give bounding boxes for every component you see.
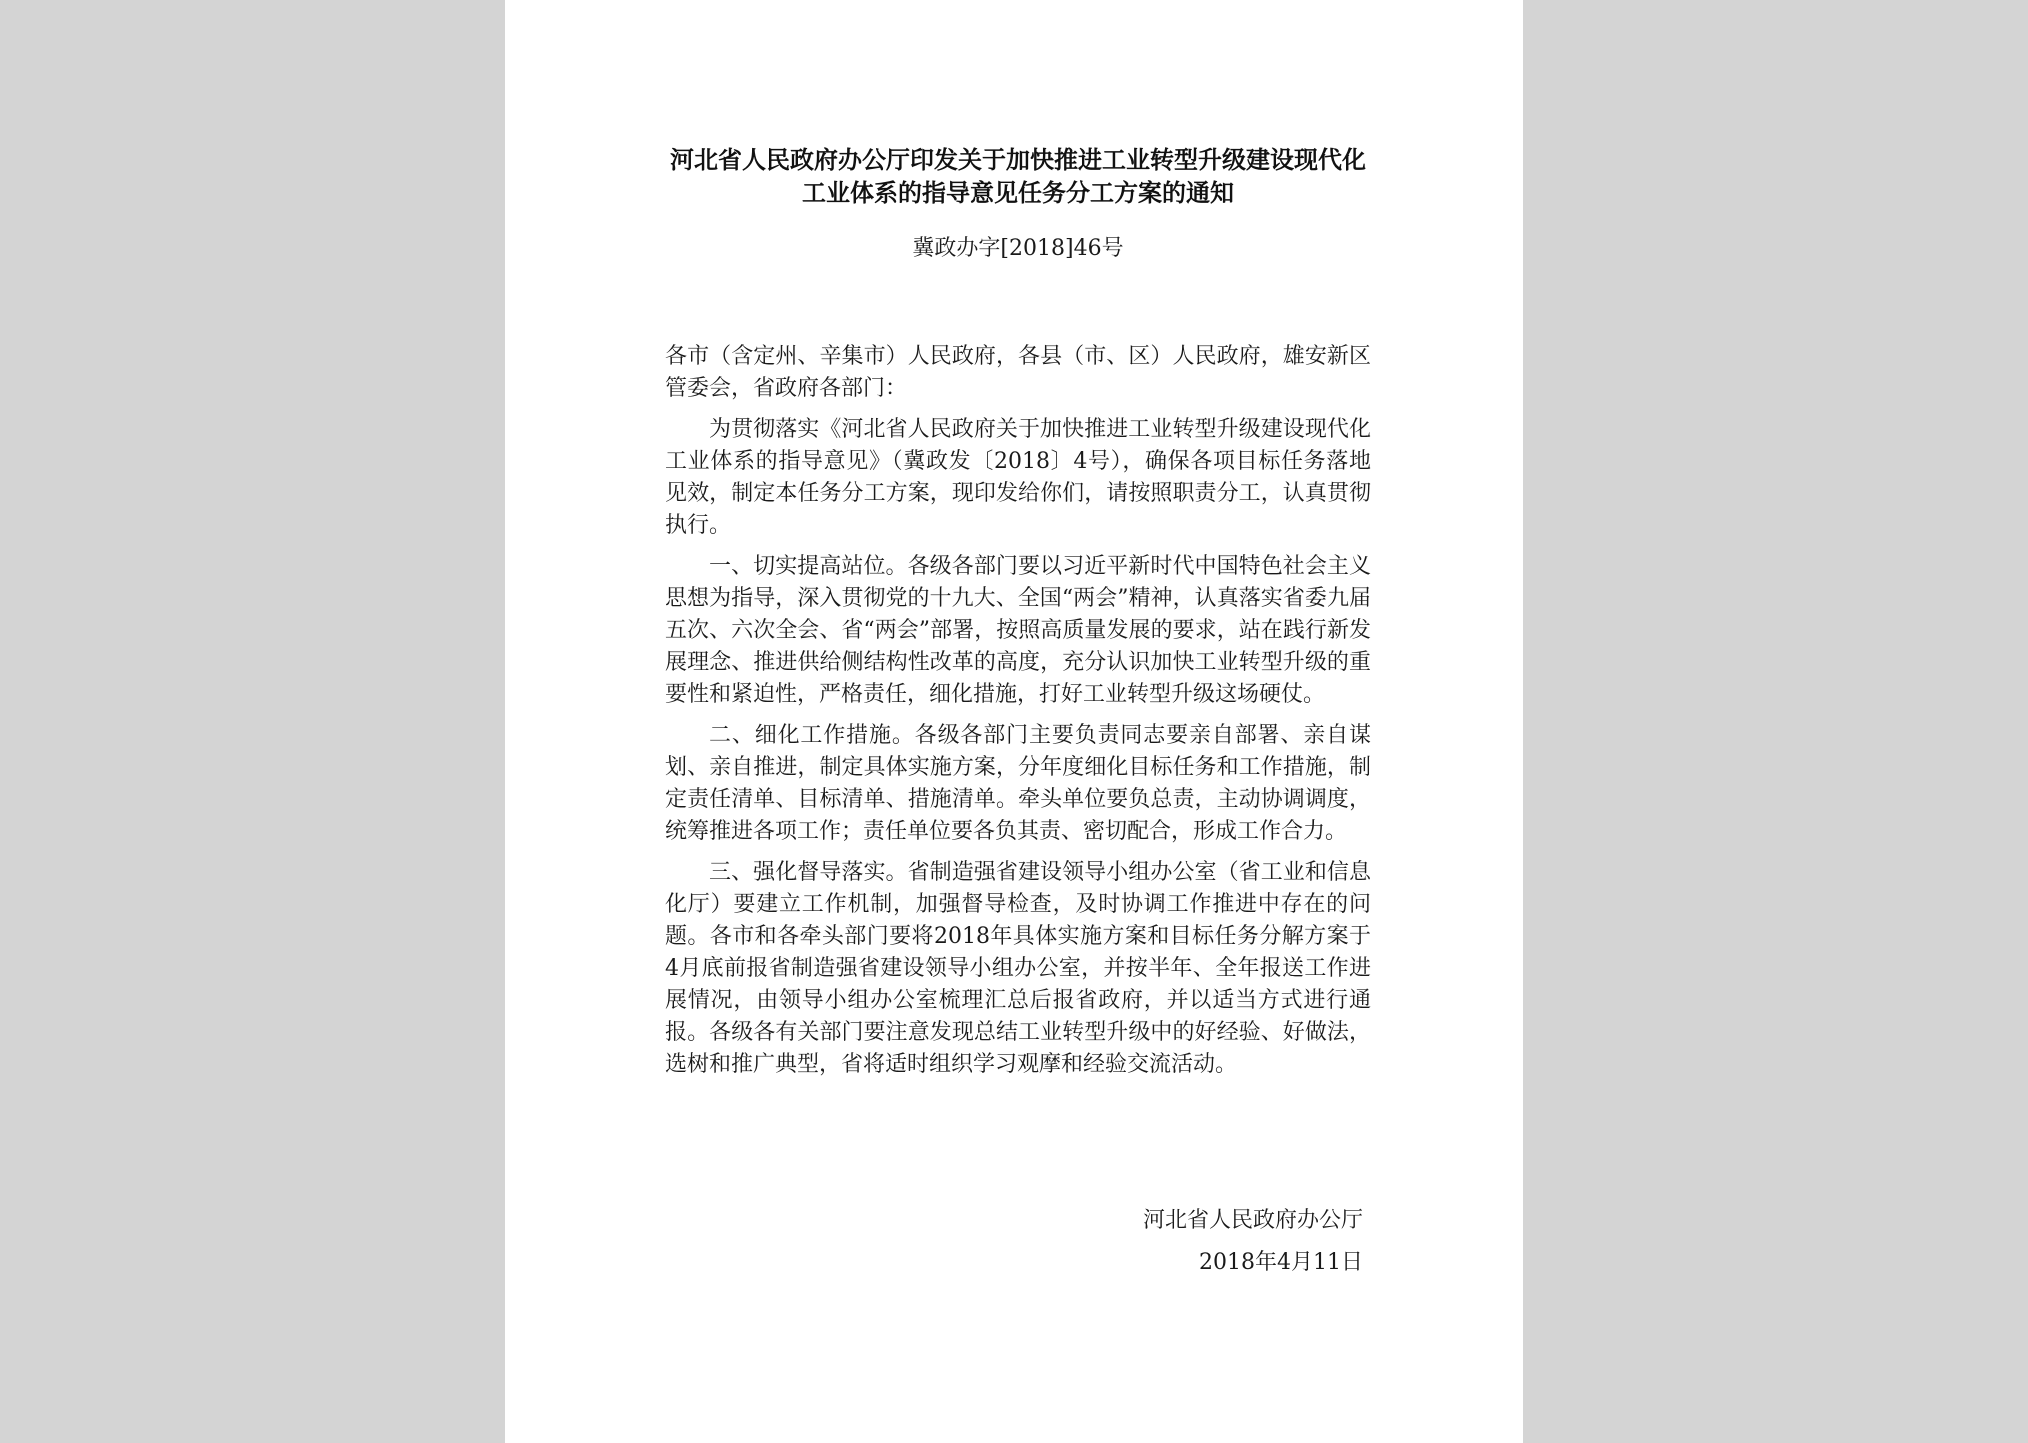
document-page [505, 0, 1523, 1443]
document-number: 冀政办字[2018]46号 [912, 236, 1124, 261]
document-title [665, 144, 1371, 210]
title-line-2: 工业体系的指导意见任务分工方案的通知 [802, 179, 1234, 207]
paragraph-1: 一、切实提高站位。各级各部门要以习近平新时代中国特色社会主义思想为指导，深入贯彻党的十九大、全国“两会”精神，认真落实省委九届五次、六次全会、省“两会”部署，按照高质量发展的要求，站在践行新发展理念、推进供给侧结构性改革的高度，充分认识加快工业转型升级的重要性和紧迫性，严格责任，细化措施，打好工业转型升级这场硬仗。 [665, 554, 1371, 707]
paragraph-3: 三、强化督导落实。省制造强省建设领导小组办公室（省工业和信息化厅）要建立工作机制，加强督导检查，及时协调工作推进中存在的问题。各市和各牵头部门要将2018年具体实施方案和目标任务分解方案于4月底前报省制造强省建设领导小组办公室，并按半年、全年报送工作进展情况，由领导小组办公室梳理汇总后报省政府，并以适当方式进行通报。各级各有关部门要注意发现总结工业转型升级中的好经验、好做法，选树和推广典型，省将适时组织学习观摩和经验交流活动。 [665, 860, 1371, 1077]
signature-date: 2018年4月11日 [1199, 1250, 1363, 1275]
paragraph-2: 二、细化工作措施。各级各部门主要负责同志要亲自部署、亲自谋划、亲自推进，制定具体实施方案，分年度细化目标任务和工作措施，制定责任清单、目标清单、措施清单。牵头单位要负总责，主动协调调度，统筹推进各项工作；责任单位要各负其责、密切配合，形成工作合力。 [665, 723, 1371, 844]
title-line-1: 河北省人民政府办公厅印发关于加快推进工业转型升级建设现代化 [670, 146, 1366, 174]
signature-organization: 河北省人民政府办公厅 [1142, 1208, 1363, 1233]
document-body [665, 341, 1371, 1090]
salutation: 各市（含定州、辛集市）人民政府，各县（市、区）人民政府，雄安新区管委会，省政府各部门： [665, 344, 1371, 401]
paragraph-intro: 为贯彻落实《河北省人民政府关于加快推进工业转型升级建设现代化工业体系的指导意见》（冀政发〔2018〕4号），确保各项目标任务落地见效，制定本任务分工方案，现印发给你们，请按照职责分工，认真贯彻执行。 [665, 417, 1371, 538]
